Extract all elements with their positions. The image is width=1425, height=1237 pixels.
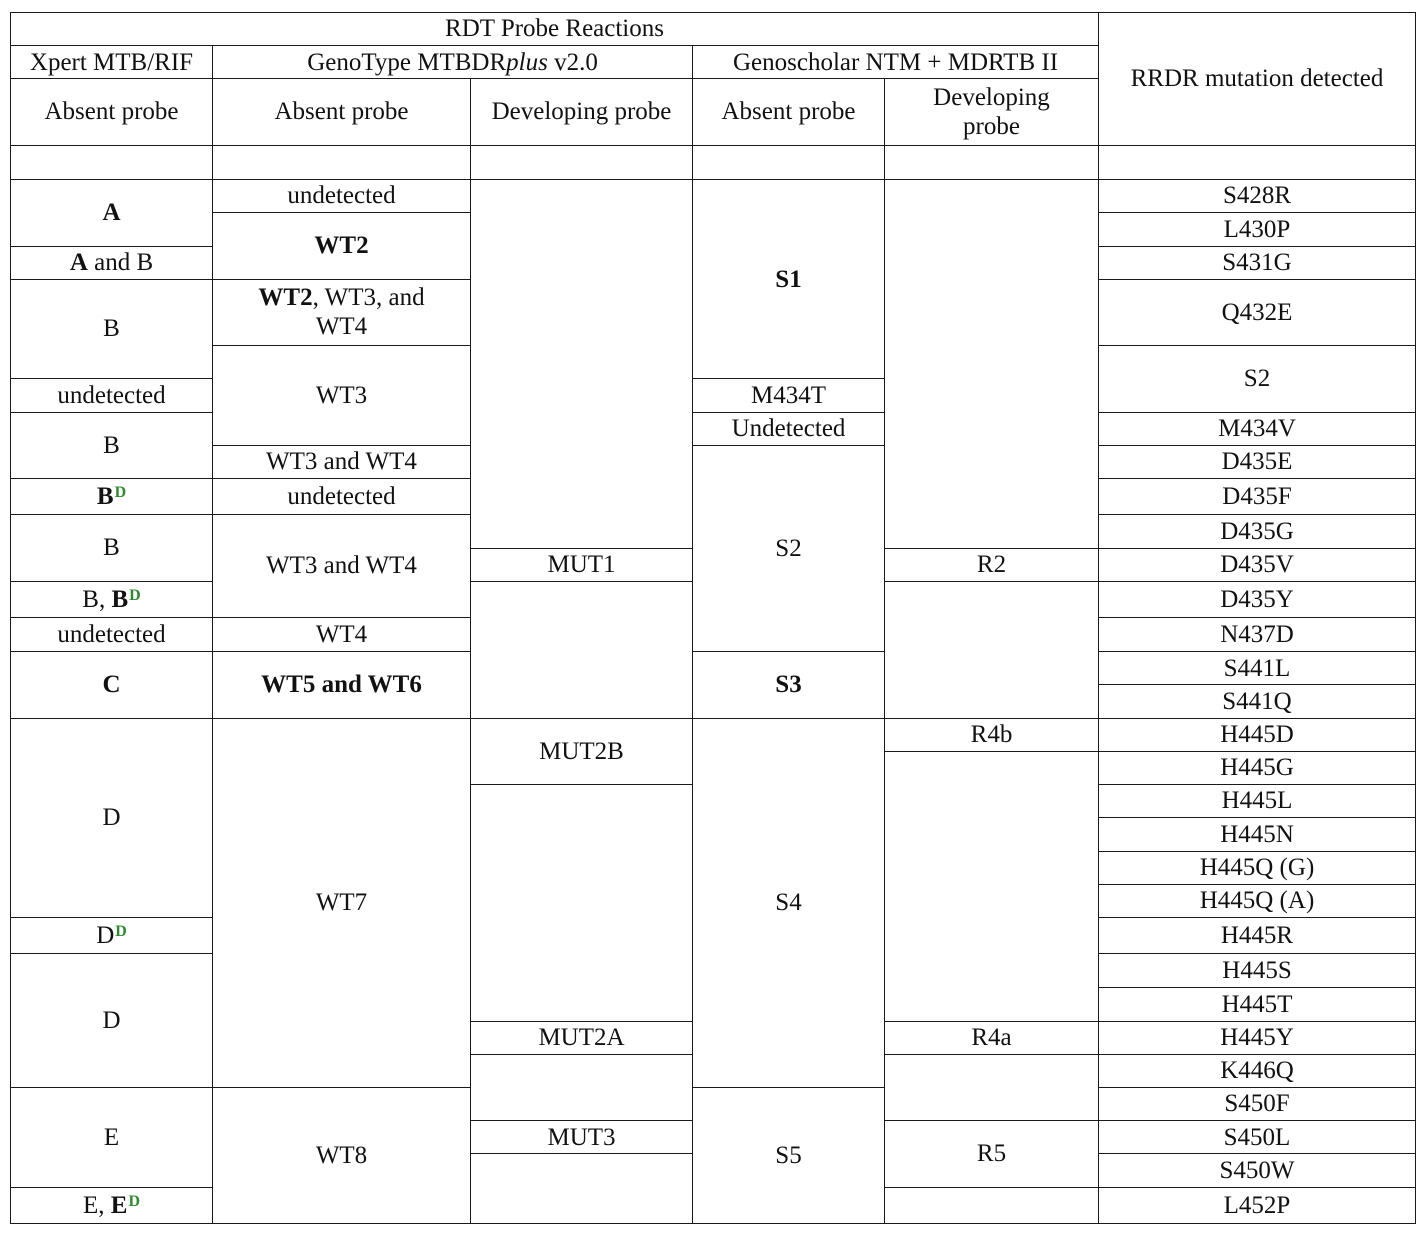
xpert-cell-D-D: $D^D$ [11,917,213,953]
mutation-cell: M434V [1099,412,1416,445]
mutation-cell: D435E [1099,445,1416,478]
genotype-developing-MUT2B: MUT2B [471,718,693,784]
mutation-cell: S450W [1099,1154,1416,1187]
genotype-absent-WT2-WT3-WT4: WT2, WT3, and WT4 [213,279,471,345]
xpert-cell-C: C [11,652,213,718]
mutation-cell: H445L [1099,785,1416,818]
blank-cell [11,145,213,179]
mutation-cell: D435G [1099,515,1416,548]
genotype-developing-empty [471,1054,693,1120]
mutation-cell: N437D [1099,617,1416,651]
genoscholar-developing-empty [885,1187,1099,1223]
blank-cell [1099,145,1416,179]
genotype-absent-WT3: WT3 [213,346,471,446]
mutation-cell: H445D [1099,718,1416,751]
xpert-cell-B: B [11,279,213,379]
genotype-absent-WT2: WT2 [213,213,471,279]
genotype-developing-empty [471,581,693,718]
genotype-absent-undetected: undetected [213,479,471,515]
mutation-cell: S450L [1099,1121,1416,1154]
genoscholar-developing-R2: R2 [885,548,1099,581]
mutation-cell: Q432E [1099,279,1416,345]
mutation-cell: H445Q (G) [1099,851,1416,884]
mutation-cell: M434T [693,379,885,412]
mutation-cell: S441L [1099,652,1416,685]
header-xpert-absent: Absent probe [11,79,213,145]
genoscholar-developing-empty [885,751,1099,1021]
xpert-cell-undetected: undetected [11,617,213,651]
header-genoscholar-developing: Developing probe [885,79,1099,145]
header-group-title: RDT Probe Reactions [11,13,1099,46]
genotype-absent-WT3-WT4: WT3 and WT4 [213,515,471,618]
mutation-cell: S431G [1099,246,1416,279]
xpert-cell-E: E [11,1088,213,1188]
header-rrdr-mutation: RRDR mutation detected [1099,13,1416,146]
mutation-cell: H445T [1099,988,1416,1021]
mutation-cell: H445Y [1099,1021,1416,1054]
xpert-cell-E-ED: E, $E^D$ [11,1187,213,1223]
header-genoscholar-absent: Absent probe [693,79,885,145]
genotype-developing-MUT1: MUT1 [471,548,693,581]
xpert-cell-D: D [11,954,213,1088]
xpert-cell-B-D: $B^D$ [11,479,213,515]
genotype-developing-empty [471,785,693,1022]
mutation-cell: K446Q [1099,1054,1416,1087]
mutation-cell: L452P [1099,1187,1416,1223]
xpert-cell-B: B [11,412,213,478]
genoscholar-developing-R4a: R4a [885,1021,1099,1054]
blank-cell [693,145,885,179]
xpert-cell-undetected: undetected [11,379,213,412]
mutation-cell: D435F [1099,479,1416,515]
genotype-absent-WT7: WT7 [213,718,471,1087]
genotype-developing-empty [471,180,693,582]
xpert-cell-A: A [11,180,213,246]
genotype-absent-WT3-WT4: WT3 and WT4 [213,445,471,478]
header-genoscholar: Genoscholar NTM + MDRTB II [693,46,1099,79]
d-superscript: D [115,922,127,940]
mutation-cell: D435Y [1099,581,1416,617]
genoscholar-absent-undetected: Undetected [693,412,885,445]
xpert-cell-B: B [11,515,213,581]
mutation-cell: H445Q (A) [1099,884,1416,917]
mutation-cell: D435V [1099,548,1416,581]
genoscholar-absent-S4: S4 [693,718,885,1087]
genoscholar-absent-S3: S3 [693,652,885,718]
genotype-developing-MUT2A: MUT2A [471,1021,693,1054]
xpert-cell-A-and-B: A and B [11,246,213,279]
genotype-absent-WT8: WT8 [213,1088,471,1224]
mutation-cell: S428R [1099,180,1416,213]
genoscholar-absent-S5: S5 [693,1088,885,1224]
header-genotype-absent: Absent probe [213,79,471,145]
genoscholar-developing-empty [885,1054,1099,1120]
genoscholar-developing-R4b: R4b [885,718,1099,751]
mutation-cell: H445R [1099,917,1416,953]
mutation-cell: S441Q [1099,685,1416,718]
genoscholar-absent-S2: S2 [693,445,885,651]
genoscholar-developing-R5: R5 [885,1121,1099,1187]
mutation-cell: L430P [1099,213,1416,246]
genotype-absent-WT5-WT6: WT5 and WT6 [213,652,471,718]
genotype-developing-MUT3: MUT3 [471,1121,693,1154]
header-genotype-developing: Developing probe [471,79,693,145]
genoscholar-developing-empty [885,180,1099,582]
rdt-probe-table [10,12,1416,1224]
genotype-developing-empty [471,1154,693,1224]
genoscholar-developing-empty [885,581,1099,718]
genotype-absent-WT4: WT4 [213,617,471,651]
genoscholar-absent-S1: S1 [693,180,885,379]
header-genotype: GenoType MTBDRplus v2.0 [213,46,693,79]
genotype-absent-undetected: undetected [213,180,471,213]
xpert-cell-D: D [11,718,213,917]
d-superscript: D [129,586,141,604]
mutation-cell: H445G [1099,751,1416,784]
blank-cell [471,145,693,179]
d-superscript: D [114,483,127,501]
header-xpert: Xpert MTB/RIF [11,46,213,79]
blank-cell [885,145,1099,179]
xpert-cell-B-BD: B, $B^D$ [11,581,213,617]
genoscholar-absent-S2: S2 [1099,346,1416,412]
mutation-cell: H445N [1099,818,1416,851]
blank-cell [213,145,471,179]
mutation-cell: S450F [1099,1088,1416,1121]
mutation-cell: H445S [1099,954,1416,988]
d-superscript: D [128,1192,141,1210]
